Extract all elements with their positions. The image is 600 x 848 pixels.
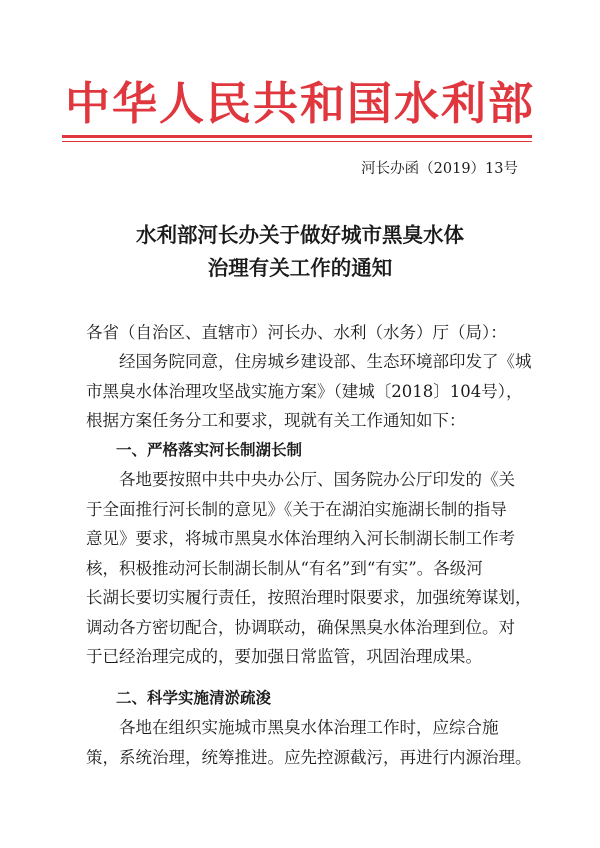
- section-heading-text: 二、科学实施清淤疏浚: [116, 689, 272, 707]
- paragraph-line: 于已经治理完成的，要加强日常监管，巩固治理成果。: [86, 647, 482, 666]
- paragraph-intro: [86, 347, 532, 436]
- paragraph-section-2: [86, 713, 532, 772]
- paragraph-line: 经国务院同意，住房城乡建设部、生态环境部印发了《城: [119, 352, 532, 371]
- document-title-line-2: 治理有关工作的通知: [207, 256, 393, 280]
- salutation: [86, 318, 526, 348]
- document-title-line-1: 水利部河长办关于做好城市黑臭水体: [136, 223, 464, 247]
- document-title: [0, 219, 600, 285]
- paragraph-line: 长湖长要切实履行责任，按照治理时限要求，加强统筹谋划，: [86, 588, 532, 607]
- paragraph-section-1: [86, 465, 532, 672]
- paragraph-line: 市黑臭水体治理攻坚战实施方案》（建城〔2018〕104号），: [86, 381, 523, 401]
- document-number: 河长办函（2019）13号: [361, 161, 518, 177]
- paragraph-line: 各地在组织实施城市黑臭水体治理工作时，应综合施: [119, 718, 499, 737]
- paragraph-line: 策，系统治理，统筹推进。应先控源截污，再进行内源治理。: [86, 747, 532, 767]
- section-heading-1: [86, 436, 526, 466]
- paragraph-line: 核，积极推动河长制湖长制从“有名”到“有实”。各级河: [86, 558, 483, 578]
- paragraph-line: 各地要按照中共中央办公厅、国务院办公厅印发的《关: [119, 470, 515, 489]
- red-header-rule-thick: [62, 135, 532, 138]
- section-heading-text: 一、严格落实河长制湖长制: [116, 441, 303, 459]
- paragraph-line: 意见》要求，将城市黑臭水体治理纳入河长制湖长制工作考: [86, 529, 515, 548]
- paragraph-line: 于全面推行河长制的意见》《关于在湖泊实施湖长制的指导: [86, 499, 507, 519]
- section-heading-2: [86, 684, 526, 714]
- paragraph-line: 调动各方密切配合，协调联动，确保黑臭水体治理到位。对: [86, 617, 515, 637]
- red-header-rule-thin: [62, 141, 532, 142]
- paragraph-line: 根据方案任务分工和要求，现就有关工作通知如下：: [86, 411, 466, 430]
- issuing-organization-title: 中华人民共和国水利部: [64, 77, 535, 130]
- salutation-line: 各省（自治区、直辖市）河长办、水利（水务）厅（局）：: [86, 323, 507, 342]
